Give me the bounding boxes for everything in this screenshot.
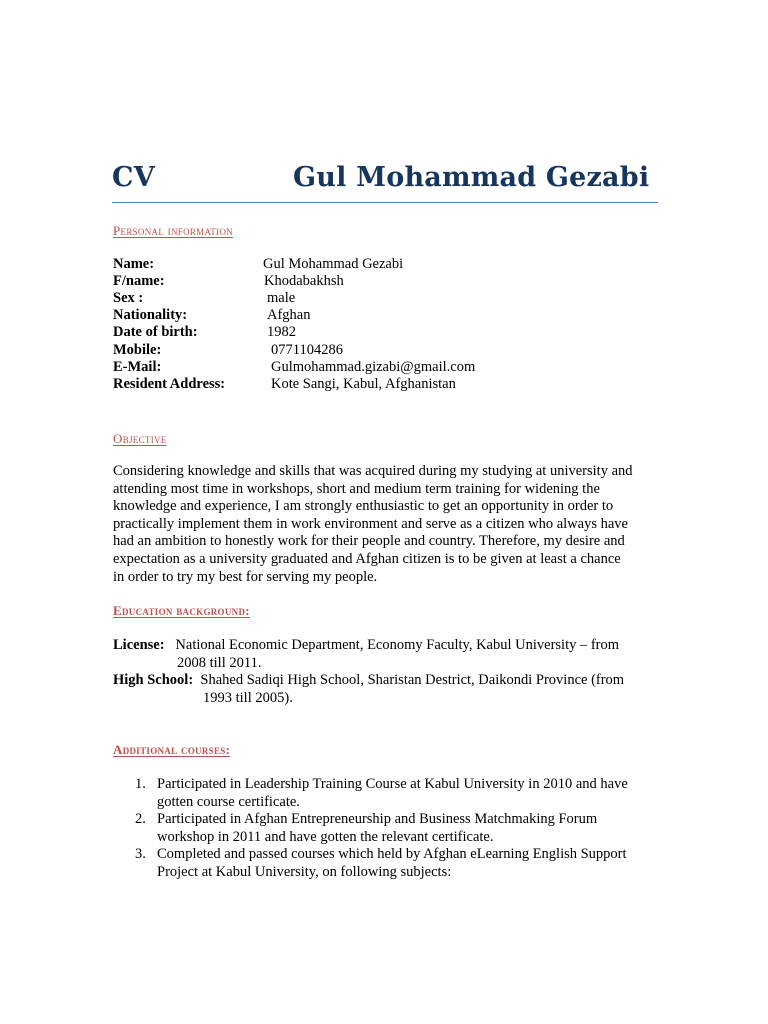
additional-courses-heading: Additional courses: [113, 742, 231, 757]
objective-line: knowledge and experience, I am strongly enthusiastic to get an opportunity in order to [113, 498, 614, 515]
field-label: E-Mail: [113, 359, 162, 375]
objective-paragraph [113, 463, 658, 586]
field-label: Resident Address: [113, 376, 226, 392]
objective-line: expectation as a university graduated and Afghan citizen is to be given at least a chance [113, 550, 621, 567]
education-heading: Education background: [113, 603, 250, 618]
list-number: 2. [135, 811, 146, 827]
list-item [135, 811, 655, 846]
field-label: F/name: [113, 273, 165, 289]
objective-line: in order to try my best for serving my people. [113, 568, 378, 585]
education-label: High School: [113, 672, 194, 688]
field-value: Afghan [267, 307, 311, 323]
list-item [135, 846, 655, 881]
objective-line: attending most time in workshops, short and medium term training for widening the [113, 480, 600, 497]
cv-header [112, 160, 658, 203]
course-text-continued: Project at Kabul University, on following subjects: [157, 863, 452, 880]
field-label: Mobile: [113, 342, 162, 358]
objective-line: practically implement them in work environment and serve as a citizen who always have [113, 515, 628, 532]
course-list [135, 776, 655, 881]
list-item [135, 776, 655, 811]
field-value: Kote Sangi, Kabul, Afghanistan [271, 376, 456, 392]
cv-label: CV [112, 162, 155, 193]
field-value: 1982 [267, 324, 296, 340]
personal-information-heading: Personal information [113, 223, 233, 238]
education-text-continued: 2008 till 2011. [177, 654, 262, 671]
course-text: Participated in Leadership Training Course at Kabul University in 2010 and have [157, 776, 628, 792]
course-text-continued: gotten course certificate. [157, 793, 300, 810]
education-text: Shahed Sadiqi High School, Sharistan Destrict, Daikondi Province (from [200, 672, 625, 688]
education-label: License: [113, 637, 165, 653]
education-text: National Economic Department, Economy Faculty, Kabul University – from [175, 637, 620, 653]
field-label: Nationality: [113, 307, 188, 323]
course-text-continued: workshop in 2011 and have gotten the relevant certificate. [157, 828, 494, 845]
objective-line: had an ambition to honestly work for their people and country. Therefore, my desire and [113, 533, 625, 550]
field-label: Sex : [113, 290, 144, 306]
course-text: Completed and passed courses which held by Afghan eLearning English Support [157, 846, 627, 862]
field-value: 0771104286 [271, 342, 343, 358]
field-value: Gulmohammad.gizabi@gmail.com [271, 359, 476, 375]
field-label: Date of birth: [113, 324, 198, 340]
objective-line: Considering knowledge and skills that was acquired during my studying at university and [113, 463, 633, 479]
list-number: 1. [135, 776, 146, 792]
candidate-name-title: Gul Mohammad Gezabi [293, 162, 650, 193]
field-value: Gul Mohammad Gezabi [263, 256, 404, 272]
course-text: Participated in Afghan Entrepreneurship and Business Matchmaking Forum [157, 811, 598, 827]
education-text-continued: 1993 till 2005). [203, 689, 293, 706]
list-number: 3. [135, 846, 146, 862]
field-label: Name: [113, 256, 155, 272]
education-item-license [113, 637, 619, 672]
field-value: male [267, 290, 296, 306]
field-value: Khodabakhsh [264, 273, 344, 289]
education-item-high-school [113, 672, 624, 707]
objective-heading: Objective [113, 431, 167, 446]
